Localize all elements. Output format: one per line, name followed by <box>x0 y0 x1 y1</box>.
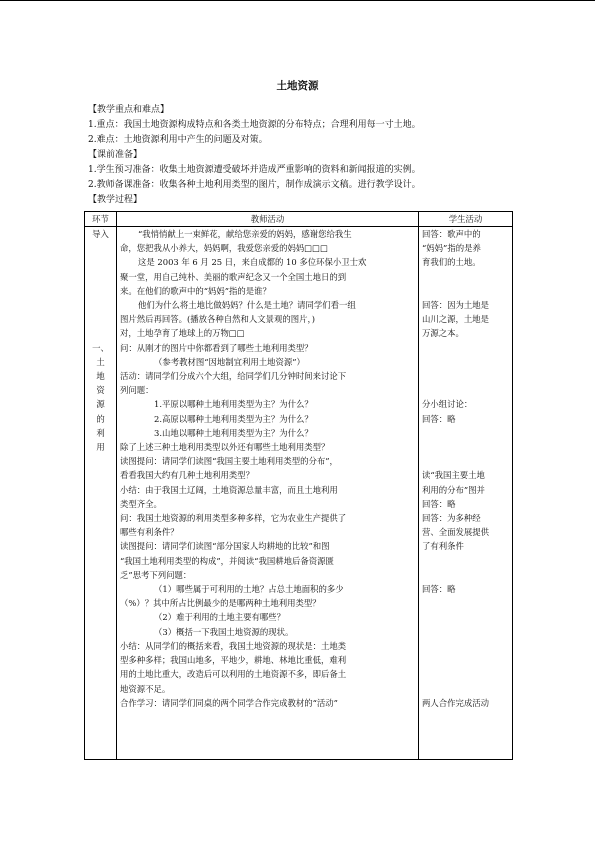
teacher-line: 除了上述三种土地利用类型以外还有哪些土地利用类型？ <box>120 442 330 453</box>
student-line: 回答：歌声中的 <box>422 229 481 239</box>
teacher-line: 2.高原以哪种土地利用类型为主？为什么？ <box>154 413 313 424</box>
teacher-line: 3.山地以哪种土地利用类型为主？为什么？ <box>154 427 313 438</box>
top-rule <box>0 0 595 1</box>
intro-line: 1.学生预习准备：收集土地资源遭受破坏并造成严重影响的资料和新闻报道的实例。 <box>88 165 421 175</box>
teacher-line: 列问题： <box>120 385 154 396</box>
teacher-activity-cell <box>117 227 419 760</box>
student-line: 回答：为多种经 <box>422 513 481 524</box>
student-line: 山川之源，土地是 <box>422 314 489 325</box>
student-line: 两人合作完成活动 <box>422 697 489 708</box>
student-line: 读“我国主要土地 <box>422 470 485 481</box>
teacher-line: “我国土地利用类型的构成”，并阅读“我国耕地后备资源匮 <box>120 555 334 566</box>
teacher-line: （%）？其中所占比例最少的是哪两种土地利用类型？ <box>120 598 321 609</box>
intro-line: 【教学过程】 <box>88 195 143 205</box>
stage-char: 利 <box>96 427 105 438</box>
teacher-line: “我悄悄献上一束鲜花，献给您亲爱的妈妈，感谢您给我生 <box>138 229 352 239</box>
stage-char: 的 <box>96 413 105 424</box>
table-row <box>85 227 513 760</box>
header-teacher: 教师活动 <box>117 212 419 227</box>
table-header-row <box>85 212 513 227</box>
teacher-line: 用的土地比重大，改造后可以利用的土地资源不多，即后备土 <box>120 669 347 680</box>
teacher-line: （3）概括一下我国土地资源的现状。 <box>154 626 294 637</box>
student-line: 育我们的土地。 <box>422 257 481 268</box>
student-line: 利用的分布”图并 <box>422 484 485 495</box>
teacher-line: 这是 2003 年 6 月 25 日，来自成都的 10 多位环保小卫士欢 <box>138 257 367 268</box>
teacher-line: 读图提问：请同学们读图“我国主要土地利用类型的分布”， <box>120 456 338 467</box>
intro-line: 2.难点：土地资源利用中产生的问题及对策。 <box>88 135 268 145</box>
teacher-line: 他们为什么将土地比做妈妈？什么是土地？请同学们看一组 <box>138 300 356 311</box>
teacher-line: 读图提问：请同学们读图“部分国家人均耕地的比较”和图 <box>120 541 330 552</box>
stage-char: 源 <box>96 399 105 410</box>
stage-char: 用 <box>96 442 105 453</box>
intro-section <box>88 103 518 208</box>
stage-char: 一、 <box>92 342 109 353</box>
teacher-line: 活动：请同学们分成六个大组，给同学们几分钟时间来讨论下 <box>120 371 347 382</box>
intro-line: 2.教师备课准备：收集各种土地利用类型的图片，制作成演示文稿。进行教学设计。 <box>88 180 421 190</box>
header-stage: 环节 <box>85 212 117 227</box>
teacher-line: 聚一堂，用自己纯朴、美丽的歌声纪念又一个全国土地日的到 <box>120 271 347 282</box>
student-line: 分小组讨论： <box>422 399 473 410</box>
teacher-line: 命，您把我从小养大，妈妈啊，我爱您亲爱的妈妈□□□ <box>120 243 328 254</box>
intro-line: 【课前准备】 <box>88 150 143 160</box>
student-line: 了有利条件 <box>422 541 464 552</box>
teacher-line: 问：从刚才的图片中你都看到了哪些土地利用类型？ <box>120 342 313 353</box>
header-student: 学生活动 <box>419 212 513 227</box>
lesson-table <box>84 211 513 760</box>
teacher-line: 问：我国土地资源的利用类型多种多样，它为农业生产提供了 <box>120 513 347 524</box>
student-line: 万源之本。 <box>422 328 464 339</box>
student-line: “妈妈”指的是养 <box>422 243 481 254</box>
teacher-line: （2）难于利用的土地主要有哪些？ <box>154 612 285 623</box>
teacher-line: 地资源不足。 <box>120 683 171 694</box>
teacher-line: 图片然后再回答。(播放各种自然和人文景观的图片，) <box>120 314 315 325</box>
stage-char: 地 <box>96 371 105 382</box>
stage-char: 资 <box>96 385 105 396</box>
teacher-line: 来。在他们的歌声中的“妈妈”指的是谁？ <box>120 285 271 296</box>
stage-intro: 导入 <box>92 229 109 239</box>
student-line: 营、全面发展提供 <box>422 527 489 538</box>
teacher-line: （参考教材图“因地制宜利用土地资源”） <box>154 356 305 367</box>
student-line: 回答：因为土地是 <box>422 300 489 311</box>
teacher-line: 哪些有利条件？ <box>120 527 179 538</box>
teacher-line: 小结：由于我国土辽阔，土地资源总量丰富，而且土地利用 <box>120 484 338 495</box>
teacher-line: 型多种多样；我国山地多，平地少，耕地、林地比重低，难利 <box>120 655 347 666</box>
teacher-line: 1.平原以哪种土地利用类型为主？为什么？ <box>154 399 313 410</box>
teacher-line: 合作学习：请同学们同桌的两个同学合作完成教材的“活动” <box>120 697 338 708</box>
student-line: 回答：略 <box>422 498 456 509</box>
teacher-line: 小结：从同学们的概括来看，我国土地资源的现状是：土地类 <box>120 640 347 651</box>
teacher-line: 乏”思考下列问题： <box>120 569 192 580</box>
stage-cell <box>85 227 117 760</box>
student-activity-cell <box>419 227 513 760</box>
teacher-line: 对，土地孕育了地球上的万物□□ <box>120 328 245 339</box>
intro-line: 【教学重点和难点】 <box>88 105 170 115</box>
teacher-line: 类型齐全。 <box>120 498 162 509</box>
teacher-line: 看看我国大约有几种土地利用类型？ <box>120 470 254 481</box>
stage-char: 土 <box>96 356 105 367</box>
page-title: 土地资源 <box>276 80 319 92</box>
teacher-line: （1）哪些属于可利用的土地？占总土地面积的多少 <box>154 584 344 595</box>
student-line: 回答：略 <box>422 413 456 424</box>
intro-line: 1.重点：我国土地资源构成特点和各类土地资源的分布特点；合理利用每一寸土地。 <box>88 120 421 130</box>
student-line: 回答：略 <box>422 584 456 595</box>
